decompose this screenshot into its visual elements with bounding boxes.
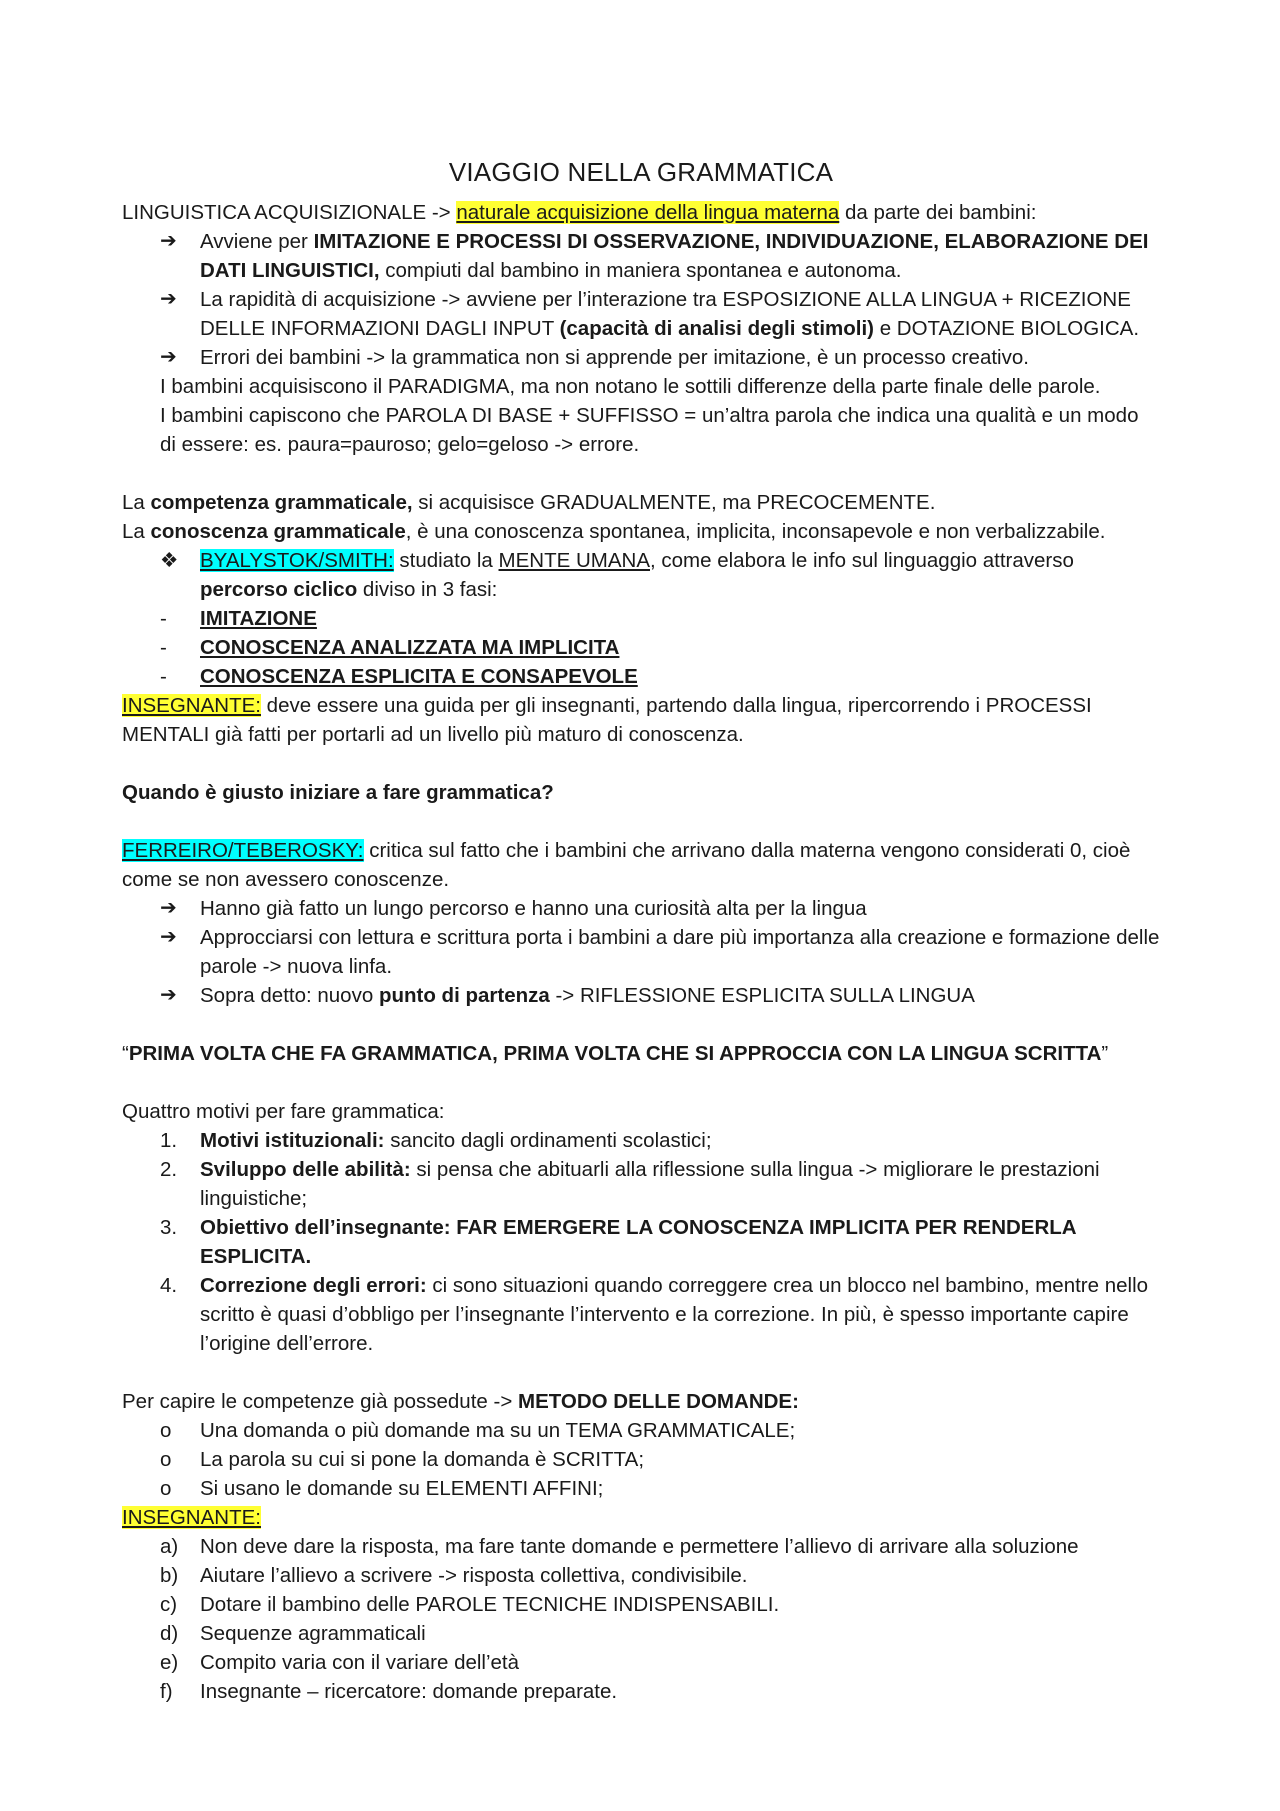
list-item <box>122 1561 1160 1590</box>
item-bold: Correzione degli errori: <box>200 1274 427 1297</box>
list-item <box>122 343 1160 372</box>
item-bold: punto di partenza <box>378 984 550 1007</box>
list-item <box>122 1416 1160 1445</box>
phases-list <box>122 604 1160 691</box>
item-text: Sopra detto: nuovo <box>200 984 379 1007</box>
list-item <box>122 1474 1160 1503</box>
intro-highlight: naturale acquisizione della lingua materna <box>456 201 840 224</box>
list-item <box>122 285 1160 343</box>
underlined-text: MENTE UMANA <box>498 549 650 572</box>
conoscenza-line <box>122 517 1160 546</box>
bold-text: METODO DELLE DOMANDE: <box>518 1390 799 1413</box>
circle-bullet-icon: o <box>160 1448 172 1471</box>
item-text: compiuti dal bambino in maniera spontanea e autonoma. <box>379 259 902 282</box>
phase-label: CONOSCENZA ANALIZZATA MA IMPLICITA <box>200 636 620 659</box>
item-letter: c) <box>160 1593 178 1616</box>
acquisition-list <box>122 227 1160 372</box>
bold-text: competenza grammaticale, <box>150 491 413 514</box>
text: critica sul fatto che i bambini che arrivano dalla materna vengono considerati 0, cioè come se non avessero conoscenze. <box>122 839 1131 891</box>
author-highlight: BYALYSTOK/SMITH: <box>200 549 394 572</box>
insegnante-list <box>122 1532 1160 1706</box>
item-text: Non deve dare la risposta, ma fare tante domande e permettere l’allievo di arrivare alla soluzione <box>200 1535 1079 1558</box>
text: studiato la <box>393 549 499 572</box>
bold-text: conoscenza grammaticale <box>150 520 406 543</box>
list-item <box>122 1648 1160 1677</box>
list-item <box>122 923 1160 981</box>
text: “ <box>122 1042 129 1065</box>
motivi-heading: Quattro motivi per fare grammatica: <box>122 1100 445 1123</box>
paradigm-line: I bambini acquisiscono il PARADIGMA, ma non notano le sottili differenze della parte finale delle parole. <box>160 375 1101 398</box>
list-item <box>122 1532 1160 1561</box>
list-item <box>122 227 1160 285</box>
ferreiro-paragraph <box>122 836 1160 894</box>
competenza-line <box>122 488 1160 517</box>
item-letter: b) <box>160 1564 179 1587</box>
item-text: Dotare il bambino delle PAROLE TECNICHE INDISPENSABILI. <box>200 1593 780 1616</box>
item-letter: e) <box>160 1651 179 1674</box>
list-item <box>122 1126 1160 1155</box>
item-text: sancito dagli ordinamenti scolastici; <box>384 1129 712 1152</box>
text: ” <box>1101 1042 1109 1065</box>
bold-text: percorso ciclico <box>200 578 358 601</box>
item-letter: a) <box>160 1535 179 1558</box>
ferreiro-list <box>122 894 1160 1010</box>
phase-item: - CONOSCENZA ANALIZZATA MA IMPLICITA <box>160 636 620 659</box>
text: La <box>122 520 151 543</box>
author-highlight: FERREIRO/TEBEROSKY: <box>122 839 364 862</box>
list-item <box>122 1445 1160 1474</box>
intro-line <box>122 198 1160 227</box>
intro-rest: da parte dei bambini: <box>844 201 1037 224</box>
bold-text: Quando è giusto iniziare a fare grammatica? <box>122 781 554 804</box>
item-text: e DOTAZIONE BIOLOGICA. <box>874 317 1140 340</box>
list-item <box>122 894 1160 923</box>
arrow-right-icon: ➔ <box>160 288 177 310</box>
item-number: 3. <box>160 1216 178 1239</box>
item-number: 4. <box>160 1274 178 1297</box>
quote-line <box>122 1039 1160 1068</box>
bold-text: PRIMA VOLTA CHE FA GRAMMATICA, PRIMA VOLTA CHE SI APPROCCIA CON LA LINGUA SCRITTA <box>128 1042 1102 1065</box>
suffix-line: I bambini capiscono che PAROLA DI BASE + SUFFISSO = un’altra parola che indica una qualità e un modo di essere: es. paura=pauroso; gelo=geloso -> errore. <box>160 404 1139 456</box>
text: deve essere una guida per gli insegnanti, partendo dalla lingua, ripercorrendo i PROCESSI MENTALI già fatti per portarli ad un livello più maturo di conoscenza. <box>122 694 1092 746</box>
text: si acquisisce GRADUALMENTE, ma PRECOCEMENTE. <box>412 491 936 514</box>
item-number: 1. <box>160 1129 178 1152</box>
item-text: Errori dei bambini -> la grammatica non si apprende per imitazione, è un processo creativo. <box>200 346 1029 369</box>
arrow-right-icon: ➔ <box>160 346 177 368</box>
item-text: Aiutare l’allievo a scrivere -> risposta collettiva, condivisibile. <box>200 1564 748 1587</box>
motivi-list <box>122 1126 1160 1358</box>
circle-bullet-icon: o <box>160 1477 172 1500</box>
phase-label: IMITAZIONE <box>200 607 317 630</box>
item-letter: d) <box>160 1622 179 1645</box>
bialystok-item <box>122 546 1160 604</box>
text: diviso in 3 fasi: <box>357 578 498 601</box>
item-text: si pensa che abituarli alla riflessione sulla lingua -> migliorare le prestazioni linguistiche; <box>200 1158 1100 1210</box>
intro-label: LINGUISTICA ACQUISIZIONALE -> <box>122 201 451 224</box>
item-number: 2. <box>160 1158 178 1181</box>
insegnante-paragraph <box>122 691 1160 749</box>
arrow-right-icon: ➔ <box>160 230 177 252</box>
list-item <box>122 1590 1160 1619</box>
metodo-line <box>122 1387 1160 1416</box>
item-text: La rapidità di acquisizione -> avviene per l’interazione tra ESPOSIZIONE ALLA LINGUA + RICEZIONE DELLE INFORMAZIONI DAGLI INPUT <box>200 288 1131 340</box>
item-text: -> RIFLESSIONE ESPLICITA SULLA LINGUA <box>549 984 975 1007</box>
diamond-bullet-icon: ❖ <box>160 549 179 572</box>
text: , come elabora le info sul linguaggio attraverso <box>650 549 1074 572</box>
arrow-right-icon: ➔ <box>160 984 177 1006</box>
metodo-list <box>122 1416 1160 1503</box>
item-letter: f) <box>160 1680 173 1703</box>
item-text: Hanno già fatto un lungo percorso e hanno una curiosità alta per la lingua <box>200 897 867 920</box>
phase-item: - IMITAZIONE <box>160 607 317 630</box>
list-item <box>122 1677 1160 1706</box>
page-title: VIAGGIO NELLA GRAMMATICA <box>448 157 834 187</box>
item-text: Sequenze agrammaticali <box>200 1622 426 1645</box>
item-text: La parola su cui si pone la domanda è SCRITTA; <box>200 1448 645 1471</box>
item-bold: Motivi istituzionali: <box>200 1129 385 1152</box>
text: Per capire le competenze già possedute -> <box>122 1390 518 1413</box>
text: , è una conoscenza spontanea, implicita, inconsapevole e non verbalizzabile. <box>405 520 1106 543</box>
item-text: Avviene per <box>200 230 314 253</box>
item-text: Una domanda o più domande ma su un TEMA GRAMMATICALE; <box>200 1419 796 1442</box>
list-item <box>122 1213 1160 1271</box>
phase-item: - CONOSCENZA ESPLICITA E CONSAPEVOLE <box>160 665 638 688</box>
item-bold: (capacità di analisi degli stimoli) <box>559 317 874 340</box>
insegnante-label: INSEGNANTE: <box>122 694 261 717</box>
item-text: Approcciarsi con lettura e scrittura porta i bambini a dare più importanza alla creazione e formazione delle parole -> nuova linfa. <box>200 926 1160 978</box>
text: La <box>122 491 151 514</box>
item-text: Si usano le domande su ELEMENTI AFFINI; <box>200 1477 604 1500</box>
arrow-right-icon: ➔ <box>160 897 177 919</box>
item-bold: IMITAZIONE E PROCESSI DI OSSERVAZIONE, INDIVIDUAZIONE, ELABORAZIONE DEI DATI LINGUISTICI, <box>200 230 1149 282</box>
insegnante2-heading <box>122 1503 1160 1532</box>
question-heading <box>122 778 1160 807</box>
arrow-right-icon: ➔ <box>160 926 177 948</box>
circle-bullet-icon: o <box>160 1419 172 1442</box>
item-bold: Obiettivo dell’insegnante: FAR EMERGERE LA CONOSCENZA IMPLICITA PER RENDERLA ESPLICITA. <box>200 1216 1076 1268</box>
item-bold: Sviluppo delle abilità: <box>200 1158 411 1181</box>
list-item <box>122 981 1160 1010</box>
item-text: Insegnante – ricercatore: domande preparate. <box>200 1680 618 1703</box>
insegnante-label: INSEGNANTE: <box>122 1506 261 1529</box>
list-item <box>122 1155 1160 1213</box>
item-text: Compito varia con il variare dell’età <box>200 1651 520 1674</box>
phase-label: CONOSCENZA ESPLICITA E CONSAPEVOLE <box>200 665 638 688</box>
item-text: ci sono situazioni quando correggere crea un blocco nel bambino, mentre nello scritto è quasi d’obbligo per l’insegnante l’intervento e la correzione. In più, è spesso importante capire l’origine dell’errore. <box>200 1274 1149 1355</box>
list-item <box>122 1619 1160 1648</box>
list-item <box>122 1271 1160 1358</box>
